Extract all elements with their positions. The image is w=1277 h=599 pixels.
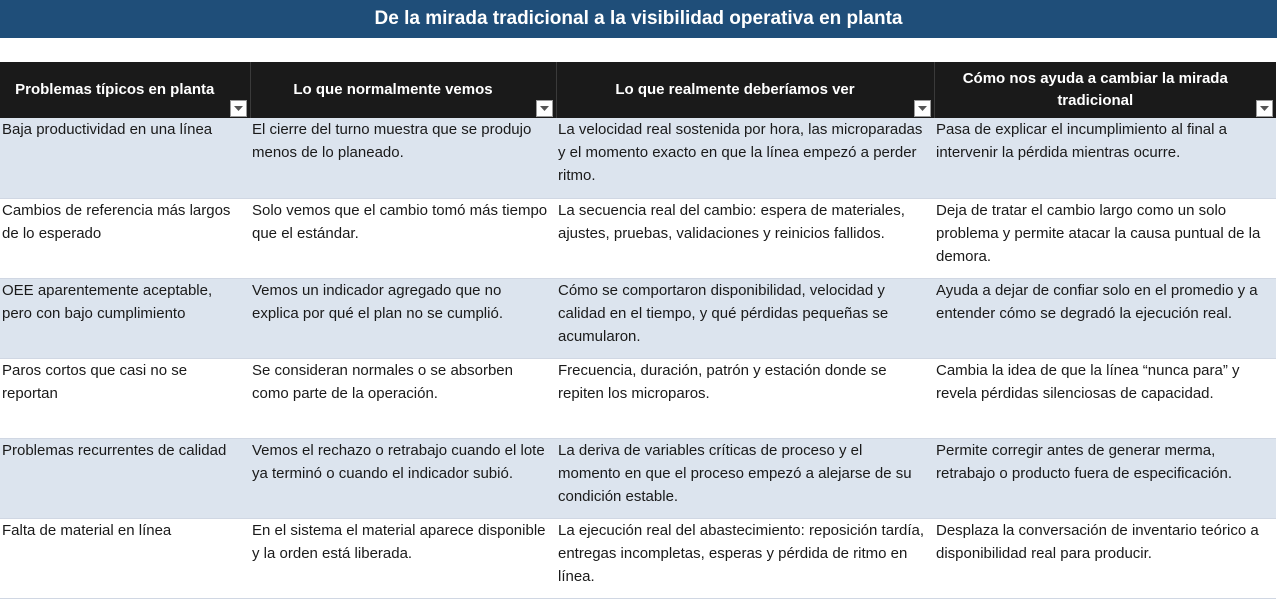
- cell-problem[interactable]: Falta de material en línea: [0, 518, 250, 598]
- cell-problem[interactable]: Paros cortos que casi no se reportan: [0, 358, 250, 438]
- table-row: [0, 358, 1276, 438]
- dropdown-arrow-icon[interactable]: [230, 100, 247, 117]
- cell-problem[interactable]: Cambios de referencia más largos de lo esperado: [0, 198, 250, 278]
- column-header-label: Problemas típicos en planta: [15, 81, 215, 98]
- cell-seen[interactable]: Vemos un indicador agregado que no explica por qué el plan no se cumplió.: [250, 278, 556, 358]
- cell-should-see[interactable]: La deriva de variables críticas de proceso y el momento en que el proceso empezó a alejarse de su condición estable.: [556, 438, 934, 518]
- column-header-helps: [934, 62, 1276, 118]
- cell-helps[interactable]: Ayuda a dejar de confiar solo en el promedio y a entender cómo se degradó la ejecución real.: [934, 278, 1276, 358]
- cell-helps[interactable]: Permite corregir antes de generar merma, retrabajo o producto fuera de especificación.: [934, 438, 1276, 518]
- comparison-table: [0, 62, 1276, 599]
- sheet-title: De la mirada tradicional a la visibilidad operativa en planta: [0, 0, 1277, 38]
- cell-helps[interactable]: Deja de tratar el cambio largo como un solo problema y permite atacar la causa puntual de la demora.: [934, 198, 1276, 278]
- cell-helps[interactable]: Pasa de explicar el incumplimiento al final a intervenir la pérdida mientras ocurre.: [934, 118, 1276, 198]
- table-row: [0, 518, 1276, 598]
- cell-should-see[interactable]: La velocidad real sostenida por hora, las microparadas y el momento exacto en que la línea empezó a perder ritmo.: [556, 118, 934, 198]
- cell-helps[interactable]: Desplaza la conversación de inventario teórico a disponibilidad real para producir.: [934, 518, 1276, 598]
- cell-seen[interactable]: Se consideran normales o se absorben como parte de la operación.: [250, 358, 556, 438]
- table-row: [0, 278, 1276, 358]
- cell-seen[interactable]: El cierre del turno muestra que se produjo menos de lo planeado.: [250, 118, 556, 198]
- dropdown-arrow-icon[interactable]: [1256, 100, 1273, 117]
- column-header-label: Lo que realmente deberíamos ver: [615, 81, 855, 98]
- cell-should-see[interactable]: Cómo se comportaron disponibilidad, velocidad y calidad en el tiempo, y qué pérdidas pequeñas se acumularon.: [556, 278, 934, 358]
- dropdown-arrow-icon[interactable]: [914, 100, 931, 117]
- header-row: [0, 62, 1276, 118]
- column-header-problems: [0, 62, 250, 118]
- column-header-should-see: [556, 62, 934, 118]
- dropdown-arrow-icon[interactable]: [536, 100, 553, 117]
- cell-should-see[interactable]: Frecuencia, duración, patrón y estación donde se repiten los microparos.: [556, 358, 934, 438]
- column-header-seen: [250, 62, 556, 118]
- cell-seen[interactable]: Vemos el rechazo o retrabajo cuando el lote ya terminó o cuando el indicador subió.: [250, 438, 556, 518]
- cell-problem[interactable]: Baja productividad en una línea: [0, 118, 250, 198]
- column-header-label: Cómo nos ayuda a cambiar la mirada tradicional: [962, 70, 1228, 109]
- table-row: [0, 438, 1276, 518]
- table-row: [0, 118, 1276, 198]
- cell-seen[interactable]: En el sistema el material aparece disponible y la orden está liberada.: [250, 518, 556, 598]
- column-header-label: Lo que normalmente vemos: [293, 81, 493, 98]
- cell-seen[interactable]: Solo vemos que el cambio tomó más tiempo que el estándar.: [250, 198, 556, 278]
- cell-should-see[interactable]: La ejecución real del abastecimiento: reposición tardía, entregas incompletas, esperas y pérdida de ritmo en línea.: [556, 518, 934, 598]
- cell-helps[interactable]: Cambia la idea de que la línea “nunca para” y revela pérdidas silenciosas de capacidad.: [934, 358, 1276, 438]
- table-row: [0, 198, 1276, 278]
- cell-should-see[interactable]: La secuencia real del cambio: espera de materiales, ajustes, pruebas, validaciones y reinicios fallidos.: [556, 198, 934, 278]
- cell-problem[interactable]: Problemas recurrentes de calidad: [0, 438, 250, 518]
- cell-problem[interactable]: OEE aparentemente aceptable, pero con bajo cumplimiento: [0, 278, 250, 358]
